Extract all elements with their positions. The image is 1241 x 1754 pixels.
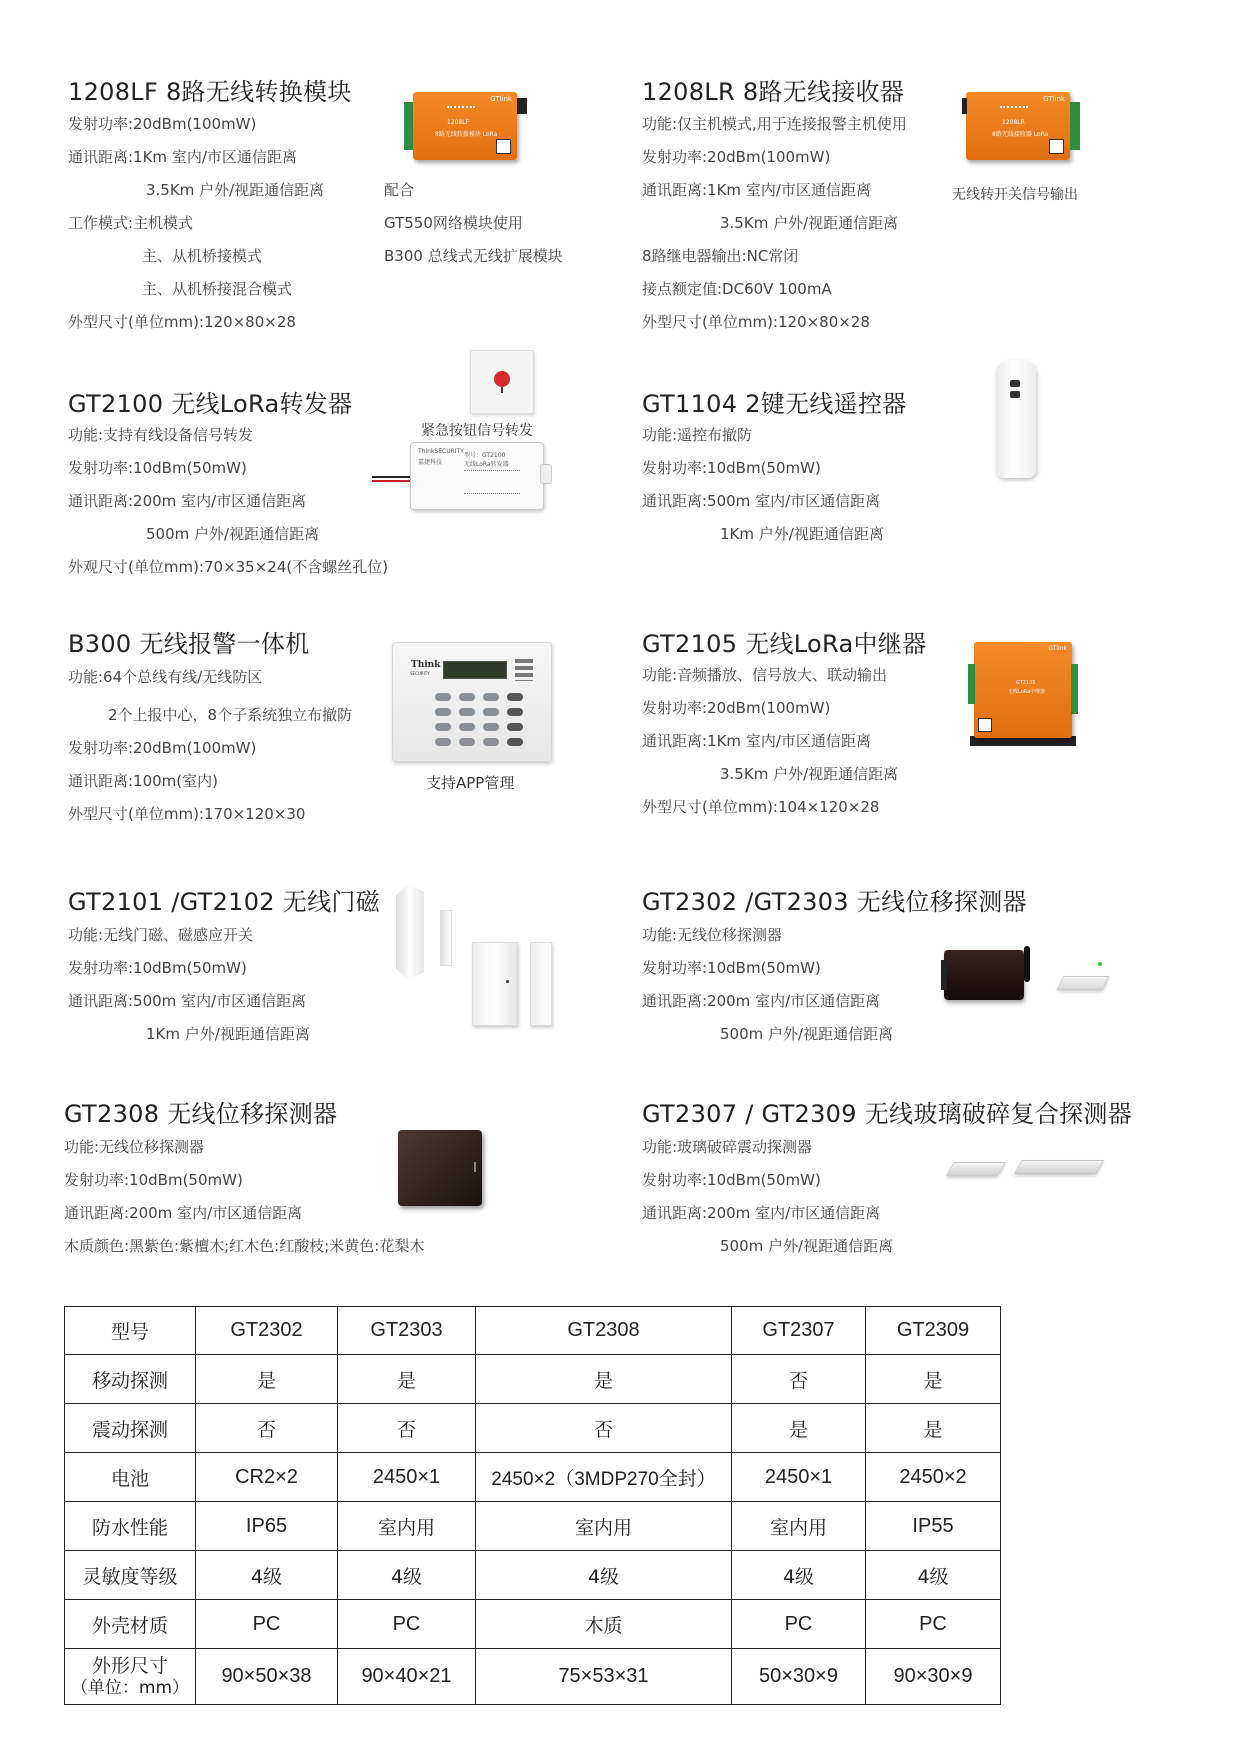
brand-label: Think xyxy=(411,660,441,670)
title-gt2100: GT2100 无线LoRa转发器 xyxy=(68,390,353,418)
keypad-key xyxy=(507,723,523,731)
caption-b300: 支持APP管理 xyxy=(426,774,515,792)
spec-line: 500m 户外/视距通信距离 xyxy=(720,1237,894,1255)
table-cell: 是 xyxy=(476,1355,732,1404)
keypad-key xyxy=(483,738,499,746)
spec-line: 发射功率:10dBm(50mW) xyxy=(642,959,821,977)
table-row xyxy=(65,1355,1001,1404)
table-cell: 否 xyxy=(338,1404,476,1453)
keypad-key xyxy=(483,693,499,701)
spec-line: 发射功率:20dBm(100mW) xyxy=(68,115,257,133)
brand-sub-label: 嘉捷科技 xyxy=(418,459,443,466)
spec-line: 通讯距离:500m 室内/市区通信距离 xyxy=(642,492,881,510)
spec-line: 功能:无线门磁、磁感应开关 xyxy=(68,926,254,944)
table-cell: 是 xyxy=(338,1355,476,1404)
keypad-key xyxy=(459,693,475,701)
spec-line: 通讯距离:200m 室内/市区通信距离 xyxy=(642,1204,881,1222)
spec-line: 通讯距离:1Km 室内/市区通信距离 xyxy=(642,732,871,750)
table-cell: 2450×1 xyxy=(732,1453,866,1502)
table-row xyxy=(65,1551,1001,1600)
keypad-key xyxy=(435,708,451,716)
spec-line: 发射功率:10dBm(50mW) xyxy=(64,1171,243,1189)
spec-line: 发射功率:20dBm(100mW) xyxy=(642,148,831,166)
table-cell: PC xyxy=(732,1600,866,1649)
spec-line: 3.5Km 户外/视距通信距离 xyxy=(720,765,899,783)
title-b300: B300 无线报警一体机 xyxy=(68,630,310,658)
table-cell: 否 xyxy=(196,1404,338,1453)
table-row-label: 外壳材质 xyxy=(65,1600,196,1649)
title-gt2308: GT2308 无线位移探测器 xyxy=(64,1100,338,1128)
table-row-label: 防水性能 xyxy=(65,1502,196,1551)
spec-line: 主、从机桥接模式 xyxy=(142,247,263,265)
table-cell: 是 xyxy=(732,1404,866,1453)
title-1208lf: 1208LF 8路无线转换模块 xyxy=(68,78,352,106)
antenna-icon xyxy=(1024,946,1030,982)
table-row-label xyxy=(65,1649,196,1705)
device-gt2105-image xyxy=(966,640,1080,754)
spec-line: 1Km 户外/视距通信距离 xyxy=(720,525,884,543)
table-row xyxy=(65,1649,1001,1705)
spec-line: 通讯距离:200m 室内/市区通信距离 xyxy=(64,1204,303,1222)
note-line: B300 总线式无线扩展模块 xyxy=(384,247,563,265)
table-cell: 木质 xyxy=(476,1600,732,1649)
spec-line: 接点额定值:DC60V 100mA xyxy=(642,280,832,298)
spec-line: 发射功率:20dBm(100mW) xyxy=(642,699,831,717)
table-row-label: 灵敏度等级 xyxy=(65,1551,196,1600)
keypad-key xyxy=(459,708,475,716)
table-cell: 4级 xyxy=(732,1551,866,1600)
model-label: GT2105 xyxy=(1016,680,1036,686)
keypad-key xyxy=(459,723,475,731)
spec-line: 外型尺寸(单位mm):104×120×28 xyxy=(642,798,880,816)
brand-label: GTlink xyxy=(1043,95,1065,103)
table-cell: 否 xyxy=(476,1404,732,1453)
device-label: 无线LoRa转发器 xyxy=(464,461,509,468)
keypad-key xyxy=(507,708,523,716)
table-header-cell: 型号 xyxy=(65,1307,196,1355)
keypad-key xyxy=(483,708,499,716)
table-cell: PC xyxy=(196,1600,338,1649)
spec-line: 功能:无线位移探测器 xyxy=(64,1138,205,1156)
table-cell: 75×53×31 xyxy=(476,1649,732,1705)
caption-gt2100: 紧急按钮信号转发 xyxy=(421,423,533,439)
spec-line: 通讯距离:1Km 室内/市区通信距离 xyxy=(68,148,297,166)
spec-line: 发射功率:20dBm(100mW) xyxy=(68,739,257,757)
device-label: 8路无线接收器 LoRa xyxy=(992,131,1049,138)
table-row xyxy=(65,1502,1001,1551)
displacement-detector-slim-image xyxy=(1057,976,1110,990)
title-gt2101: GT2101 /GT2102 无线门磁 xyxy=(68,888,381,916)
table-header-cell: GT2302 xyxy=(196,1307,338,1355)
spec-line: 通讯距离:200m 室内/市区通信距离 xyxy=(68,492,307,510)
device-label: 无线LoRa中继器 xyxy=(1008,689,1046,695)
spec-line: 功能:仅主机模式,用于连接报警主机使用 xyxy=(642,115,907,133)
title-1208lr: 1208LR 8路无线接收器 xyxy=(642,78,905,106)
spec-line: 功能:无线位移探测器 xyxy=(642,926,783,944)
spec-line: 通讯距离:500m 室内/市区通信距离 xyxy=(68,992,307,1010)
table-cell: 室内用 xyxy=(476,1502,732,1551)
spec-line: 2个上报中心，8个子系统独立布撤防 xyxy=(108,706,353,724)
door-contact-image xyxy=(390,880,560,1030)
table-cell: PC xyxy=(338,1600,476,1649)
spec-line: 3.5Km 户外/视距通信距离 xyxy=(146,181,325,199)
table-header-cell: GT2307 xyxy=(732,1307,866,1355)
spec-line: 功能:遥控布撤防 xyxy=(642,426,753,444)
table-cell: 2450×1 xyxy=(338,1453,476,1502)
table-row xyxy=(65,1453,1001,1502)
glass-break-detector-long-image xyxy=(1014,1160,1104,1174)
table-header-cell: GT2308 xyxy=(476,1307,732,1355)
spec-line: 通讯距离:200m 室内/市区通信距离 xyxy=(642,992,881,1010)
spec-line: 外型尺寸(单位mm):120×80×28 xyxy=(68,313,296,331)
spec-line: 500m 户外/视距通信距离 xyxy=(146,525,320,543)
table-cell: 4级 xyxy=(476,1551,732,1600)
title-gt2307: GT2307 / GT2309 无线玻璃破碎复合探测器 xyxy=(642,1100,1133,1128)
title-gt2105: GT2105 无线LoRa中继器 xyxy=(642,630,927,658)
table-row-label: 移动探测 xyxy=(65,1355,196,1404)
comparison-table xyxy=(64,1306,1001,1705)
table-cell: 4级 xyxy=(196,1551,338,1600)
table-row-label: 电池 xyxy=(65,1453,196,1502)
table-header-row xyxy=(65,1307,1001,1355)
keypad-key xyxy=(507,738,523,746)
emergency-button-image xyxy=(470,350,534,414)
spec-line: 功能:支持有线设备信号转发 xyxy=(68,426,254,444)
table-cell: 2450×2 xyxy=(866,1453,1001,1502)
keypad-key xyxy=(507,693,523,701)
keypad-key xyxy=(435,723,451,731)
table-cell: 是 xyxy=(866,1355,1001,1404)
model-label: 型号：GT2100 xyxy=(464,452,506,459)
device-gt2100-image xyxy=(372,440,552,510)
table-cell: 4级 xyxy=(866,1551,1001,1600)
brand-label: GTlink xyxy=(490,95,512,103)
note-line: GT550网络模块使用 xyxy=(384,214,523,232)
device-label: 8路无线转换模块 LoRa xyxy=(435,131,498,138)
table-cell: 2450×2（3MDP270全封） xyxy=(476,1453,732,1502)
spec-line: 发射功率:10dBm(50mW) xyxy=(68,959,247,977)
keypad-key xyxy=(435,738,451,746)
device-1208lf-image xyxy=(404,92,528,160)
spec-line: 500m 户外/视距通信距离 xyxy=(720,1025,894,1043)
table-cell: 90×30×9 xyxy=(866,1649,1001,1705)
table-row xyxy=(65,1404,1001,1453)
spec-line: 发射功率:10dBm(50mW) xyxy=(68,459,247,477)
model-label: 1208LR xyxy=(1002,119,1025,126)
table-cell: 是 xyxy=(196,1355,338,1404)
spec-line: 功能:玻璃破碎震动探测器 xyxy=(642,1138,813,1156)
brand-sub-label: SECURITY xyxy=(410,671,430,676)
table-cell: 90×50×38 xyxy=(196,1649,338,1705)
spec-line: 功能:64个总线有线/无线防区 xyxy=(68,668,263,686)
table-cell: 50×30×9 xyxy=(732,1649,866,1705)
wooden-detector-image xyxy=(398,1130,482,1206)
table-cell: 90×40×21 xyxy=(338,1649,476,1705)
table-cell: 室内用 xyxy=(338,1502,476,1551)
table-cell: 室内用 xyxy=(732,1502,866,1551)
spec-line: 外型尺寸(单位mm):170×120×30 xyxy=(68,805,306,823)
table-cell: 否 xyxy=(732,1355,866,1404)
table-cell: PC xyxy=(866,1600,1001,1649)
brand-label: GTlink xyxy=(1048,645,1067,652)
keypad-key xyxy=(459,738,475,746)
title-gt2302: GT2302 /GT2303 无线位移探测器 xyxy=(642,888,1027,916)
spec-line: 工作模式:主机模式 xyxy=(68,214,194,232)
table-cell: 是 xyxy=(866,1404,1001,1453)
caption-1208lr: 无线转开关信号输出 xyxy=(952,187,1078,203)
table-row-label-line: 外形尺寸 xyxy=(91,1654,168,1677)
table-header-cell: GT2303 xyxy=(338,1307,476,1355)
spec-line: 功能:音频播放、信号放大、联动输出 xyxy=(642,666,888,684)
led-indicator-icon xyxy=(1098,962,1102,966)
spec-line: 发射功率:10dBm(50mW) xyxy=(642,1171,821,1189)
spec-line: 主、从机桥接混合模式 xyxy=(142,280,293,298)
table-cell: CR2×2 xyxy=(196,1453,338,1502)
glass-break-detector-small-image xyxy=(946,1162,1006,1176)
spec-line: 1Km 户外/视距通信距离 xyxy=(146,1025,310,1043)
table-row xyxy=(65,1600,1001,1649)
table-row-label-unit: （单位：mm） xyxy=(70,1677,190,1698)
keypad-key xyxy=(483,723,499,731)
keypad-key xyxy=(435,693,451,701)
table-cell: IP65 xyxy=(196,1502,338,1551)
remote-control-image xyxy=(996,360,1036,478)
title-gt1104: GT1104 2键无线遥控器 xyxy=(642,390,907,418)
table-cell: IP55 xyxy=(866,1502,1001,1551)
spec-line: 3.5Km 户外/视距通信距离 xyxy=(720,214,899,232)
device-1208lr-image xyxy=(962,92,1086,160)
table-cell: 4级 xyxy=(338,1551,476,1600)
table-header-cell: GT2309 xyxy=(866,1307,1001,1355)
spec-line: 通讯距离:100m(室内) xyxy=(68,772,219,790)
alarm-panel-image xyxy=(392,642,552,762)
displacement-detector-dark-image xyxy=(944,950,1024,1000)
brand-label: ThinkSECURITY xyxy=(418,448,464,455)
model-label: 1208LF xyxy=(447,119,470,126)
spec-line: 外型尺寸(单位mm):120×80×28 xyxy=(642,313,870,331)
spec-line: 木质颜色:黑紫色:紫檀木;红木色:红酸枝;米黄色:花梨木 xyxy=(64,1237,425,1255)
table-row-label: 震动探测 xyxy=(65,1404,196,1453)
spec-line: 通讯距离:1Km 室内/市区通信距离 xyxy=(642,181,871,199)
spec-line: 8路继电器输出:NC常闭 xyxy=(642,247,799,265)
note-line: 配合 xyxy=(384,181,415,199)
spec-line: 发射功率:10dBm(50mW) xyxy=(642,459,821,477)
spec-line: 外观尺寸(单位mm):70×35×24(不含螺丝孔位) xyxy=(68,558,389,576)
